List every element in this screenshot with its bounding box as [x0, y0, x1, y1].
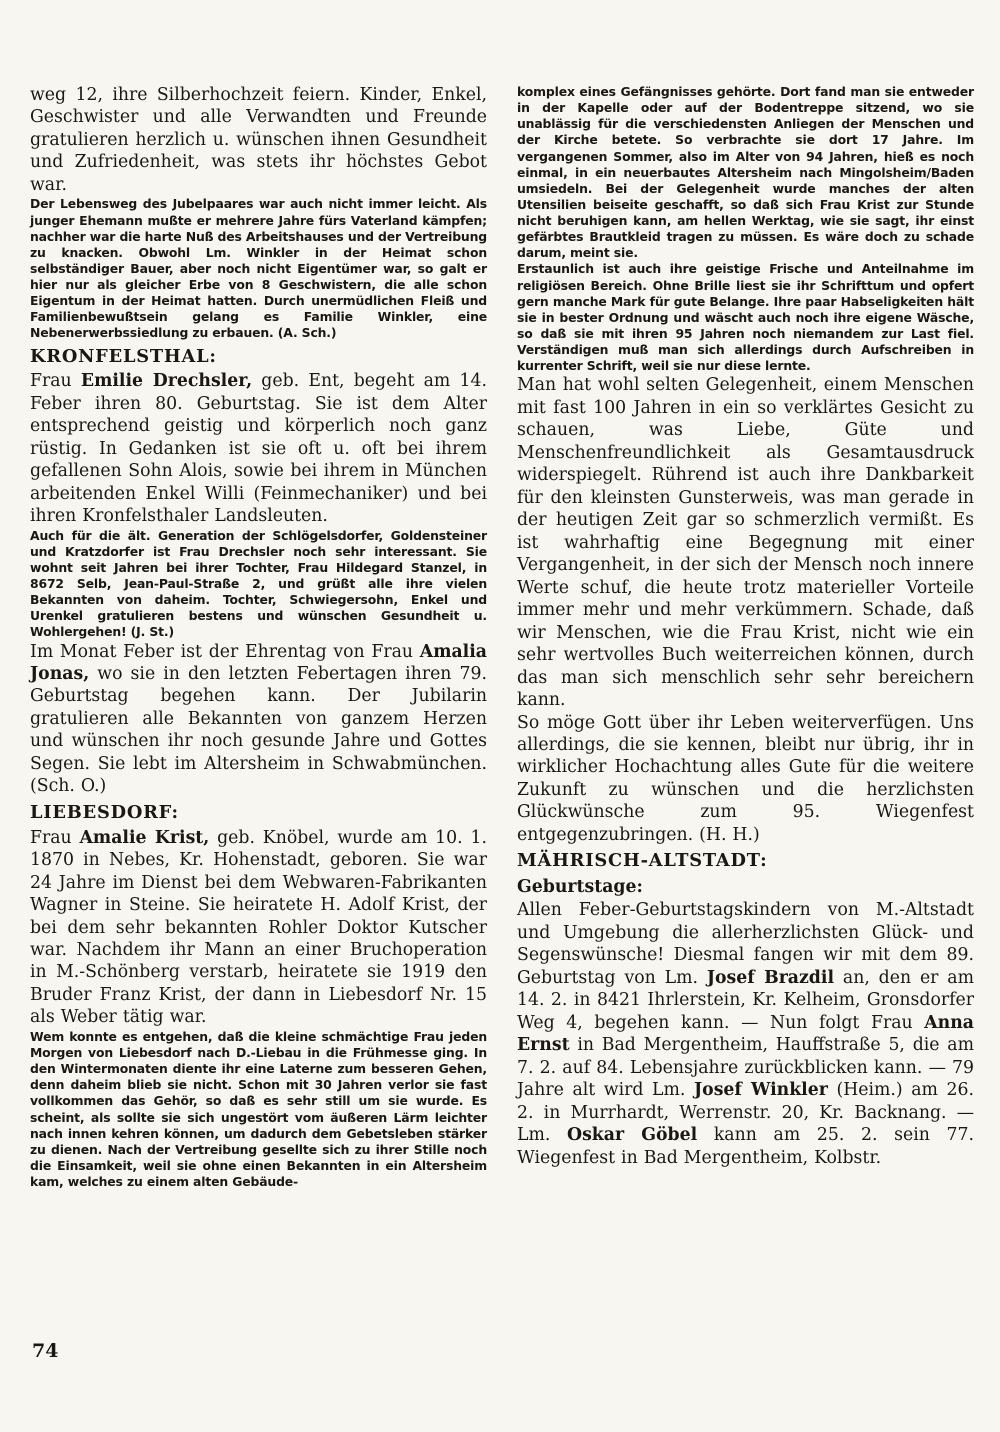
text-run: Auch für die ält. Generation der Schlögelsdorfer, Goldensteiner und Kratzdorfer ist Frau Drechsler noch sehr interessant. Sie wohnt seit Jahren bei ihrer Tochter, Frau Hildegard Stanzel, in 8672 Selb, Jean-Paul-Straße 2, und grüßt alle ihre vielen Bekannten von daheim. Tochter, Schwiegersohn, Enkel und Urenkel gratulieren bestens und wünschen Gesundheit u. Wohlergehen! (J. St.): [30, 527, 487, 640]
bold-text-run: Oskar Göbel: [567, 1125, 698, 1146]
paragraph: [517, 374, 974, 711]
bold-text-run: Josef Winkler: [694, 1080, 828, 1101]
section-heading: [30, 344, 487, 371]
paragraph: [517, 84, 974, 261]
bold-text-run: Emilie Drechsler,: [80, 371, 253, 392]
text-run: Wem konnte es entgehen, daß die kleine schmächtige Frau jeden Morgen von Liebesdorf nach D.-Liebau in die Frühmesse ging. In den Wintermonaten diente ihr eine Laterne zum besseren Gehen, denn daheim blieb sie nicht. Schon mit 30 Jahren verlor sie fast vollkommen das Gehör, so daß es sehr still um sie wurde. Es scheint, als sollte sie sich ungestört vom äußeren Lärm leichter nach innen kehren können, um dadurch dem Gebetsleben stärker zu dienen. Nach der Vertreibung gesellte sich zu ihrer Stille noch die Einsamkeit, weil sie ohne einen Bekannten in ein Altersheim kam, welches zu einem alten Gebäude-: [30, 1028, 487, 1190]
text-run: geb. Ent, begeht am 14. Feber ihren 80. Geburtstag. Sie ist dem Alter entsprechend geistig und körperlich noch ganz rüstig. In Gedanken ist sie oft u. oft bei ihrem gefallenen Sohn Alois, sowie bei ihrem in München arbeitenden Enkel Willi (Feinmechaniker) und bei ihren Kronfelsthaler Landsleuten.: [30, 371, 487, 527]
text-column-right: [517, 84, 974, 1169]
paragraph: [517, 261, 974, 374]
text-run: Frau: [30, 827, 80, 848]
paragraph: [30, 1029, 487, 1190]
text-run: wo sie in den letzten Febertagen ihren 79. Geburtstag begehen kann. Der Jubilarin gratulieren alle Bekannten von ganzem Herzen und wünschen ihr noch gesunde Jahre und Gottes Segen. Sie lebt im Altersheim in Schwabmünchen. (Sch. O.): [30, 663, 487, 797]
paragraph: [30, 827, 487, 1029]
text-run: Im Monat Feber ist der Ehrentag von Frau: [30, 641, 420, 662]
paragraph: [30, 528, 487, 641]
section-heading: [517, 848, 974, 875]
text-run: weg 12, ihre Silberhochzeit feiern. Kinder, Enkel, Geschwister und alle Verwandten und Freunde gratulieren herzlich u. wünschen ihnen Gesundheit und Zufriedenheit, was stets ihr höchstes Gebot war.: [30, 85, 487, 195]
text-run: komplex eines Gefängnisses gehörte. Dort fand man sie entweder in der Kapelle oder auf der Bodentreppe sitzend, wo sie unablässig für die verschiedensten Anliegen der Menschen und der Kirche betete. So verbrachte sie dort 17 Jahre. Im vergangenen Sommer, also im Alter von 94 Jahren, hieß es noch einmal, in ein neuerbautes Altersheim nach Mingolsheim/Baden umsiedeln. Bei der Gelegenheit wurde manches der alten Utensilien beiseite geschafft, so daß sich Frau Krist zur Stunde nicht beruhigen kann, am hellen Werktag, wie sie sagt, ihr einst gefärbtes Brautkleid tragen zu müssen. Es wäre doch zu schade darum, meint sie.: [517, 84, 974, 261]
bold-text-run: MÄHRISCH-ALTSTADT:: [517, 850, 768, 872]
text-columns: [30, 84, 974, 1190]
text-run: kann am 25. 2. sein 77. Wiegenfest in Bad Mergentheim, Kolbstr.: [517, 1125, 975, 1168]
bold-text-run: Anna Ernst: [517, 1012, 974, 1056]
bold-text-run: LIEBESDORF:: [30, 801, 179, 823]
text-run: So möge Gott über ihr Leben weiterverfügen. Uns allerdings, die sie kennen, bleibt nur übrig, ihr in wirklicher Hochachtung alles Gute für die weitere Zukunft zu wünschen und die herzlichsten Glückwünsche zum 95. Wiegenfest entgegenzubringen. (H. H.): [517, 712, 974, 845]
text-run: Man hat wohl selten Gelegenheit, einem Menschen mit fast 100 Jahren in ein so verklärtes Gesicht zu schauen, was Liebe, Güte und Menschenfreundlichkeit als Gesamtausdruck widerspiegelt. Rührend ist auch ihre Dankbarkeit für den kleinsten Gunsterweis, was man gerade in der heutigen Zeit gar so schmerzlich vermißt. Es ist wahrhaftig eine Begegnung mit einer Vergangenheit, in der sich der Mensch noch innere Werte schuf, die heute trotz materieller Vorteile immer mehr und mehr verkümmern. Schade, daß wir Menschen, wie die Frau Krist, nicht wie ein sehr wertvolles Buch weiterreichen können, durch das man sich menschlich sehr sehr bereichern kann.: [517, 375, 974, 711]
text-run: an, den er am 14. 2. in 8421 Ihrlerstein, Kr. Kelheim, Gronsdorfer Weg 4, begehen kann. — Nun folgt Frau: [517, 967, 974, 1033]
bold-text-run: Amalia Jonas,: [30, 641, 487, 684]
paragraph: [30, 196, 487, 341]
section-heading: [30, 800, 487, 827]
bold-text-run: Amalie Krist,: [79, 827, 210, 848]
paragraph: [30, 370, 487, 527]
text-column-left: [30, 84, 487, 1190]
bold-text-run: Josef Brazdil: [706, 967, 835, 988]
text-run: Frau: [30, 371, 81, 392]
text-run: (Heim.) am 26. 2. in Murrhardt, Werrenstr. 20, Kr. Backnang. — Lm.: [517, 1080, 974, 1146]
section-heading: [517, 875, 974, 899]
bold-text-run: KRONFELSTHAL:: [30, 345, 217, 367]
page-number: 74: [32, 1340, 59, 1362]
paragraph: [30, 84, 487, 196]
paragraph: [30, 641, 487, 798]
text-run: geb. Knöbel, wurde am 10. 1. 1870 in Nebes, Kr. Hohenstadt, geboren. Sie war 24 Jahre im Dienst bei dem Webwaren-Fabrikanten Wagner in Steine. Sie heiratete H. Adolf Krist, der bei dem sehr bekannten Rohler Doktor Kutscher war. Nachdem ihr Mann an einer Bruchoperation in M.-Schönberg verstarb, heiratete sie 1919 den Bruder Franz Krist, der dann in Liebesdorf Nr. 15 als Weber tätig war.: [30, 827, 487, 1028]
text-run: in Bad Mergentheim, Hauffstraße 5, die am 7. 2. auf 84. Lebensjahre zurückblicken kann. — 79 Jahre alt wird Lm.: [517, 1035, 974, 1101]
text-run: Allen Feber-Geburtstagskindern von M.-Altstadt und Umgebung die allerherzlichsten Glück- und Segenswünsche! Diesmal fangen wir mit dem 89. Geburtstag von Lm.: [517, 900, 974, 988]
text-run: Der Lebensweg des Jubelpaares war auch nicht immer leicht. Als junger Ehemann mußte er mehrere Jahre fürs Vaterland kämpfen; nachher war die harte Nuß des Arbeitshauses und der Vertreibung zu knacken. Obwohl Lm. Winkler in der Heimat schon selbständiger Bauer, aber noch nicht Eigentümer war, so galt er hier nur als gleicher Erbe von 8 Geschwistern, die alle schon Eigentum in der Heimat hatten. Durch unermüdlichen Fleiß und Familienbewußtsein gelang es Familie Winkler, eine Nebenerwerbssiedlung zu erbauen. (A. Sch.): [30, 196, 487, 341]
paragraph: [517, 899, 974, 1169]
text-run: Erstaunlich ist auch ihre geistige Frische und Anteilnahme im religiösen Bereich. Ohne Brille liest sie ihr Schrifttum und opfert gern manche Mark für gute Belange. Ihre paar Habseligkeiten hält sie in bester Ordnung und wäscht auch noch ihre eigene Wäsche, so daß sie mit ihren 95 Jahren noch niemandem zur Last fiel. Verständigen muß man sich allerdings durch Aufschreiben in kurrenter Schrift, weil sie nur diese lernte.: [517, 261, 974, 374]
paragraph: [517, 712, 974, 847]
bold-text-run: Geburtstage:: [517, 877, 643, 898]
